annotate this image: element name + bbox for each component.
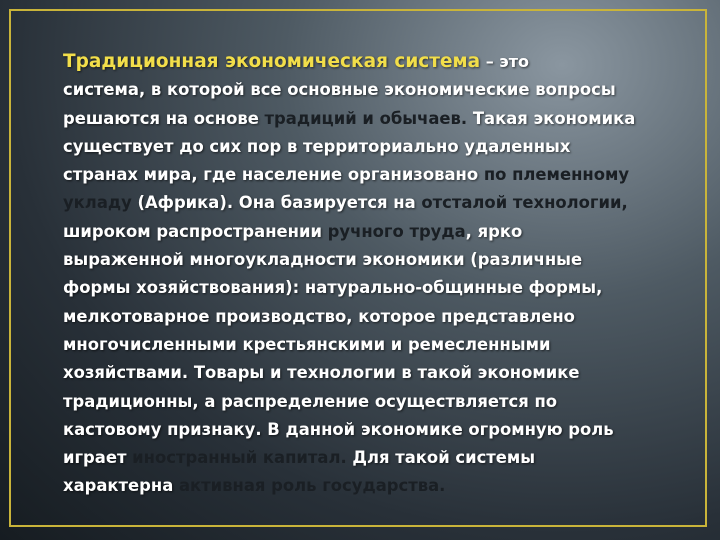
highlighted-phrase: традиций и обычаев. — [264, 108, 468, 128]
body-line — [63, 359, 703, 387]
text-segment: характерна — [63, 476, 179, 496]
body-text — [63, 76, 703, 500]
text-segment: многочисленными крестьянскими и ремесленными — [63, 334, 551, 354]
slide-content — [63, 48, 703, 501]
body-line — [63, 444, 703, 472]
text-segment: (Африка). Она базируется на — [131, 193, 422, 213]
text-segment: хозяйствами. Товары и технологии в такой экономике — [63, 363, 580, 383]
body-line — [63, 274, 703, 302]
text-segment: играет — [63, 448, 133, 468]
text-segment: традиционны, а распределение осуществляется по — [63, 391, 558, 411]
highlighted-phrase: укладу — [63, 193, 132, 213]
body-line — [63, 416, 703, 444]
text-segment: широком распространении — [63, 221, 328, 241]
highlighted-phrase: по племенному — [483, 165, 630, 185]
body-line — [63, 303, 703, 331]
highlighted-phrase: активная роль государства. — [179, 476, 446, 496]
body-line — [63, 388, 703, 416]
body-line — [63, 105, 703, 133]
body-line — [63, 246, 703, 274]
text-segment: выраженной многоукладности экономики (различные — [63, 250, 583, 270]
body-line — [63, 161, 703, 189]
text-segment: , ярко — [465, 221, 523, 241]
body-line — [63, 189, 703, 217]
body-line — [63, 133, 703, 161]
text-segment: мелкотоварное производство, которое представлено — [63, 306, 575, 326]
highlighted-phrase: ручного труда — [327, 221, 466, 241]
highlighted-phrase: отсталой технологии, — [421, 193, 628, 213]
title-line — [63, 48, 703, 76]
body-line — [63, 331, 703, 359]
body-line — [63, 76, 703, 104]
title-suffix: – это — [480, 52, 530, 71]
body-line — [63, 472, 703, 500]
text-segment: Для такой системы — [346, 448, 536, 468]
text-segment: решаются на основе — [63, 108, 265, 128]
slide-title: Традиционная экономическая система — [63, 51, 481, 72]
text-segment: формы хозяйствования): натурально-общинные формы, — [63, 278, 603, 298]
highlighted-phrase: иностранный капитал. — [132, 448, 347, 468]
text-segment: существует до сих пор в территориально удаленных — [63, 136, 571, 156]
text-segment: странах мира, где население организовано — [63, 165, 484, 185]
text-segment: система, в которой все основные экономические вопросы — [63, 80, 616, 100]
text-segment: кастовому признаку. В данной экономике огромную роль — [63, 419, 614, 439]
text-segment: Такая экономика — [467, 108, 636, 128]
body-line — [63, 218, 703, 246]
